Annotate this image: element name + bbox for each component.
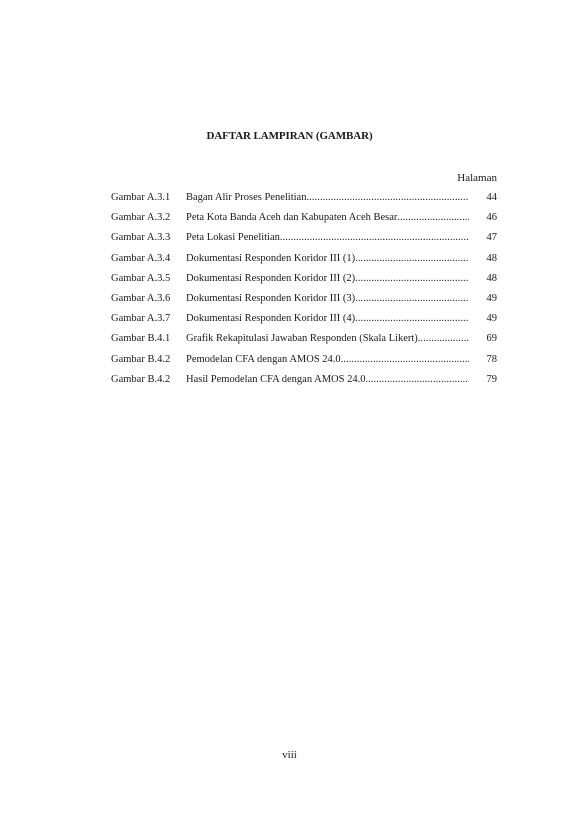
figure-page: 48 bbox=[486, 272, 497, 284]
page-title: DAFTAR LAMPIRAN (GAMBAR) bbox=[206, 130, 373, 142]
figure-description bbox=[186, 374, 469, 385]
figure-title: Dokumentasi Responden Koridor III (3) bbox=[186, 292, 356, 304]
list-item bbox=[111, 354, 497, 374]
dot-leader bbox=[365, 374, 469, 385]
figure-description bbox=[186, 273, 469, 284]
figure-code: Gambar A.3.2 bbox=[111, 212, 171, 224]
dot-leader bbox=[355, 253, 469, 264]
dot-leader bbox=[418, 333, 469, 344]
list-item bbox=[111, 313, 497, 333]
figure-title: Bagan Alir Proses Penelitian bbox=[186, 192, 307, 203]
figure-code: Gambar A.3.7 bbox=[111, 313, 171, 325]
figure-code: Gambar A.3.1 bbox=[111, 192, 171, 203]
figure-title: Pemodelan CFA dengan AMOS 24.0 bbox=[186, 353, 341, 365]
figure-description bbox=[186, 354, 469, 365]
page-number: viii bbox=[282, 749, 297, 761]
figure-code: Gambar B.4.1 bbox=[111, 333, 171, 345]
figure-page: 47 bbox=[486, 232, 497, 244]
figure-code: Gambar A.3.5 bbox=[111, 272, 171, 284]
list-item bbox=[111, 192, 497, 212]
list-item bbox=[111, 374, 497, 394]
list-item bbox=[111, 333, 497, 353]
list-item bbox=[111, 253, 497, 273]
figure-description bbox=[186, 333, 469, 344]
figure-page: 44 bbox=[486, 192, 497, 203]
figure-code: Gambar A.3.3 bbox=[111, 232, 171, 244]
dot-leader bbox=[355, 293, 469, 304]
dot-leader bbox=[341, 354, 469, 365]
dot-leader bbox=[355, 273, 469, 284]
figure-code: Gambar A.3.4 bbox=[111, 252, 171, 264]
figure-title: Dokumentasi Responden Koridor III (1) bbox=[186, 252, 356, 264]
figure-title: Grafik Rekapitulasi Jawaban Responden (Skala Likert) bbox=[186, 333, 418, 345]
figure-title: Peta Kota Banda Aceh dan Kabupaten Aceh Besar bbox=[186, 212, 398, 224]
list-item bbox=[111, 212, 497, 232]
figure-title: Peta Lokasi Penelitian bbox=[186, 232, 280, 244]
figure-code: Gambar B.4.2 bbox=[111, 353, 171, 365]
figure-page: 69 bbox=[486, 333, 497, 345]
dot-leader bbox=[306, 192, 469, 203]
list-item bbox=[111, 293, 497, 313]
figure-title: Hasil Pemodelan CFA dengan AMOS 24.0 bbox=[186, 373, 366, 385]
figure-page: 46 bbox=[486, 212, 497, 224]
list-item bbox=[111, 273, 497, 293]
list-item bbox=[111, 232, 497, 252]
page-column-header: Halaman bbox=[457, 172, 497, 184]
figure-code: Gambar B.4.2 bbox=[111, 373, 171, 385]
figure-page: 79 bbox=[486, 373, 497, 385]
figure-description bbox=[186, 313, 469, 324]
figure-description bbox=[186, 212, 469, 223]
figure-page: 49 bbox=[486, 313, 497, 325]
figure-description bbox=[186, 293, 469, 304]
dot-leader bbox=[280, 232, 469, 243]
figure-description bbox=[186, 232, 469, 243]
figure-title: Dokumentasi Responden Koridor III (2) bbox=[186, 272, 356, 284]
figure-title: Dokumentasi Responden Koridor III (4) bbox=[186, 313, 356, 325]
dot-leader bbox=[397, 212, 469, 223]
dot-leader bbox=[355, 313, 469, 324]
figure-code: Gambar A.3.6 bbox=[111, 292, 171, 304]
figure-page: 49 bbox=[486, 292, 497, 304]
figure-description bbox=[186, 253, 469, 264]
figure-description bbox=[186, 192, 469, 203]
figure-list bbox=[111, 192, 497, 394]
figure-page: 48 bbox=[486, 252, 497, 264]
figure-page: 78 bbox=[486, 353, 497, 365]
